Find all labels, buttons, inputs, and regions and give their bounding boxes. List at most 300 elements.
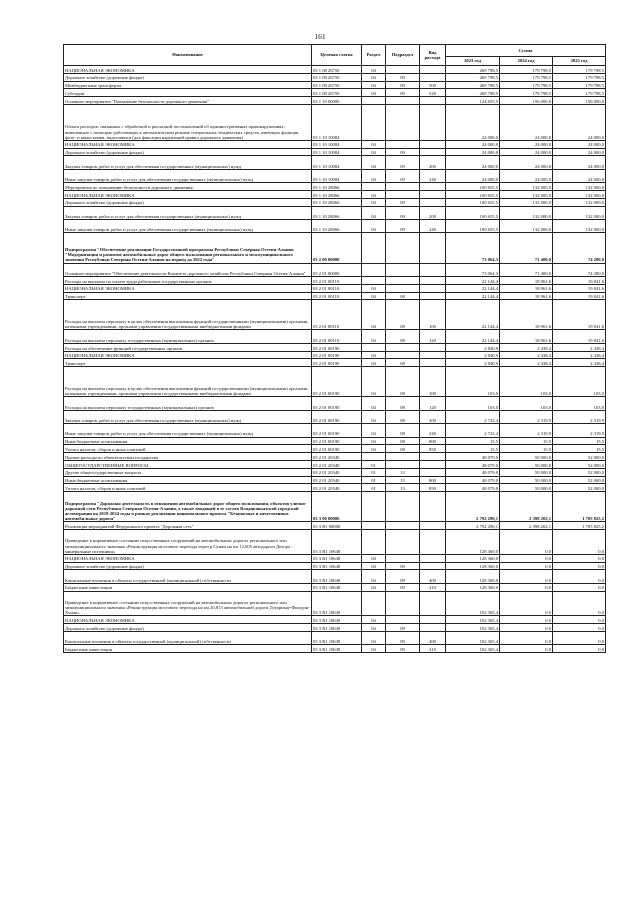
cell-subsection: 09	[386, 583, 420, 591]
table-row	[64, 343, 606, 351]
cell-2024: 18 961,6	[500, 300, 553, 330]
cell-expense-type	[420, 616, 446, 624]
cell-2024: 179 798,5	[500, 73, 553, 81]
cell-2024: 2 319,9	[500, 410, 553, 423]
cell-article: 03 2 01 20340	[312, 476, 362, 484]
table-row	[64, 616, 606, 624]
header-2025: 2025 год	[553, 57, 606, 66]
table-row	[64, 468, 606, 476]
cell-2025: 179 798,5	[553, 66, 606, 74]
cell-2024: 179 798,5	[500, 66, 553, 74]
table-row	[64, 156, 606, 169]
cell-article: 03 3 R1 10648	[312, 583, 362, 591]
cell-subsection	[386, 233, 420, 263]
cell-article: 03 2 01 00110	[312, 300, 362, 330]
cell-2025: 0,0	[553, 591, 606, 616]
cell-subsection: 09	[386, 562, 420, 570]
cell-name: Мероприятия по повышению безопасности дорожного движения	[64, 183, 312, 191]
cell-name: НАЦИОНАЛЬНАЯ ЭКОНОМИКА	[64, 190, 312, 198]
cell-section: 04	[362, 206, 386, 219]
cell-name: Капитальные вложения в объекты государственной (муниципальной) собственности	[64, 570, 312, 583]
cell-name: Субсидии	[64, 89, 312, 97]
table-row	[64, 198, 606, 206]
table-row	[64, 169, 606, 182]
cell-expense-type: 240	[420, 219, 446, 232]
cell-section: 04	[362, 73, 386, 81]
cell-section: 04	[362, 292, 386, 300]
cell-article: 03 3 R1 10649	[312, 616, 362, 624]
cell-expense-type: 100	[420, 300, 446, 330]
header-expense-type: Вид расхода	[420, 45, 446, 66]
cell-2023: 15,5	[446, 445, 500, 453]
cell-2025: 0,0	[553, 570, 606, 583]
cell-subsection	[386, 453, 420, 461]
cell-name: Иные бюджетные ассигнования	[64, 476, 312, 484]
cell-2023: 73 064,3	[446, 233, 500, 263]
cell-2023: 24 000,0	[446, 156, 500, 169]
cell-expense-type	[420, 562, 446, 570]
header-2024: 2024 год	[500, 57, 553, 66]
cell-subsection: 08	[386, 410, 420, 423]
cell-section: 04	[362, 445, 386, 453]
cell-2024: 18 961,6	[500, 292, 553, 300]
cell-name: Дорожное хозяйство (дорожные фонды)	[64, 623, 312, 631]
cell-2024: 18 961,6	[500, 276, 553, 284]
cell-section: 04	[362, 190, 386, 198]
cell-subsection	[386, 343, 420, 351]
table-row	[64, 206, 606, 219]
cell-expense-type	[420, 233, 446, 263]
cell-2023: 269 798,5	[446, 73, 500, 81]
cell-article: 03 3 R1 10649	[312, 631, 362, 644]
cell-2024: 179 798,5	[500, 89, 553, 97]
cell-expense-type: 850	[420, 445, 446, 453]
cell-subsection: 09	[386, 73, 420, 81]
cell-2025: 52 000,0	[553, 453, 606, 461]
cell-expense-type: 240	[420, 169, 446, 182]
cell-name: НАЦИОНАЛЬНАЯ ЭКОНОМИКА	[64, 284, 312, 292]
cell-2023: 22 144,4	[446, 300, 500, 330]
cell-name: Дорожное хозяйство (дорожные фонды)	[64, 198, 312, 206]
cell-article: 03 2 01 00190	[312, 424, 362, 437]
cell-2024: 0,0	[500, 645, 553, 653]
cell-2023: 2 840,9	[446, 343, 500, 351]
cell-2025: 2 319,9	[553, 424, 606, 437]
cell-2023: 2 792 290,1	[446, 522, 500, 530]
cell-2023: 24 000,0	[446, 148, 500, 156]
cell-2023: 128 360,0	[446, 562, 500, 570]
cell-2023: 48 079,0	[446, 484, 500, 492]
cell-2025: 2 438,4	[553, 359, 606, 367]
cell-article: 03 2 00 00000	[312, 233, 362, 263]
table-row	[64, 476, 606, 484]
cell-subsection	[386, 140, 420, 148]
table-row	[64, 359, 606, 367]
cell-2023: 128 360,0	[446, 554, 500, 562]
cell-expense-type: 200	[420, 156, 446, 169]
cell-2024: 0,0	[500, 631, 553, 644]
table-row	[64, 367, 606, 397]
cell-2023: 100 655,5	[446, 198, 500, 206]
cell-section: 04	[362, 330, 386, 343]
table-row	[64, 183, 606, 191]
cell-2025: 179 798,5	[553, 89, 606, 97]
cell-2023: 2 840,9	[446, 359, 500, 367]
cell-2024: 0,0	[500, 570, 553, 583]
table-row	[64, 645, 606, 653]
cell-section: 04	[362, 397, 386, 410]
cell-subsection: 08	[386, 367, 420, 397]
cell-name: Уплата налогов, сборов и иных платежей	[64, 484, 312, 492]
cell-2025: 52 000,0	[553, 461, 606, 469]
cell-article: 03 3 R1 10648	[312, 530, 362, 555]
cell-2023: 269 798,5	[446, 81, 500, 89]
cell-2025: 52 000,0	[553, 468, 606, 476]
cell-2025: 132 000,0	[553, 206, 606, 219]
cell-2023: 15,5	[446, 437, 500, 445]
cell-subsection	[386, 554, 420, 562]
cell-2023: 100 655,5	[446, 219, 500, 232]
cell-name: Дорожное хозяйство (дорожные фонды)	[64, 73, 312, 81]
table-row	[64, 623, 606, 631]
cell-article: 03 2 01 00190	[312, 359, 362, 367]
cell-subsection: 09	[386, 81, 420, 89]
cell-subsection: 08	[386, 437, 420, 445]
cell-expense-type	[420, 554, 446, 562]
cell-2024: 50 000,0	[500, 453, 553, 461]
table-row	[64, 445, 606, 453]
cell-2024: 71 400,0	[500, 233, 553, 263]
table-row	[64, 484, 606, 492]
cell-name: Бюджетные инвестиции	[64, 645, 312, 653]
cell-name: НАЦИОНАЛЬНАЯ ЭКОНОМИКА	[64, 351, 312, 359]
cell-section: 04	[362, 424, 386, 437]
cell-article: 03 3 R1 10649	[312, 591, 362, 616]
cell-article: 03 1 10 28066	[312, 190, 362, 198]
cell-2025: 15,5	[553, 437, 606, 445]
cell-name: Закупка товаров, работ и услуг для обеспечения государственных (муниципальных) нужд	[64, 206, 312, 219]
cell-article: 03 1 08 26750	[312, 66, 362, 74]
cell-2025: 24 000,0	[553, 148, 606, 156]
cell-2024: 2 398 202,1	[500, 492, 553, 522]
cell-2024: 132 000,0	[500, 190, 553, 198]
cell-expense-type	[420, 190, 446, 198]
cell-2024: 15,5	[500, 445, 553, 453]
cell-name: Расходы на выплаты по оплате труда работников государственных органов	[64, 276, 312, 284]
cell-subsection: 08	[386, 445, 420, 453]
cell-expense-type	[420, 284, 446, 292]
cell-2024: 2 319,9	[500, 424, 553, 437]
header-2023: 2023 год	[446, 57, 500, 66]
cell-subsection: 13	[386, 476, 420, 484]
cell-expense-type	[420, 468, 446, 476]
cell-article: 03 1 10 10084	[312, 140, 362, 148]
cell-name: Другие общегосударственные вопросы	[64, 468, 312, 476]
cell-2024: 15,5	[500, 437, 553, 445]
cell-2024: 2 438,4	[500, 343, 553, 351]
cell-subsection: 09	[386, 89, 420, 97]
cell-expense-type	[420, 461, 446, 469]
cell-2024: 103,0	[500, 367, 553, 397]
cell-name: Иные закупки товаров, работ и услуг для обеспечения государственных (муниципальных) нужд	[64, 219, 312, 232]
cell-2025: 0,0	[553, 616, 606, 624]
cell-2024: 24 000,0	[500, 104, 553, 140]
table-row	[64, 233, 606, 263]
cell-2024: 18 961,6	[500, 284, 553, 292]
cell-2024: 50 000,0	[500, 476, 553, 484]
cell-article: 03 3 R1 10648	[312, 554, 362, 562]
cell-section	[362, 276, 386, 284]
cell-article: 03 1 10 10084	[312, 156, 362, 169]
cell-section: 01	[362, 468, 386, 476]
cell-section: 04	[362, 570, 386, 583]
cell-article: 03 1 10 28066	[312, 183, 362, 191]
cell-section: 04	[362, 437, 386, 445]
cell-2023: 48 079,0	[446, 468, 500, 476]
cell-article: 03 3 R1 10649	[312, 623, 362, 631]
cell-2025: 0,0	[553, 554, 606, 562]
cell-name: Расходы на выплаты персоналу государственных (муниципальных) органов	[64, 397, 312, 410]
table-row	[64, 453, 606, 461]
cell-article: 03 2 01 20340	[312, 453, 362, 461]
cell-section: 04	[362, 219, 386, 232]
cell-2023: 128 360,0	[446, 530, 500, 555]
cell-subsection	[386, 492, 420, 522]
cell-2023: 269 798,5	[446, 89, 500, 97]
cell-subsection	[386, 461, 420, 469]
cell-subsection: 09	[386, 148, 420, 156]
cell-2025: 74 280,0	[553, 263, 606, 276]
table-row	[64, 89, 606, 97]
cell-article: 03 2 01 20340	[312, 484, 362, 492]
cell-article: 03 3 R1 00000	[312, 522, 362, 530]
cell-section: 04	[362, 284, 386, 292]
cell-expense-type	[420, 263, 446, 276]
cell-section: 04	[362, 631, 386, 644]
cell-section	[362, 453, 386, 461]
cell-2025: 0,0	[553, 645, 606, 653]
cell-2023: 22 144,4	[446, 330, 500, 343]
cell-article: 03 2 01 00190	[312, 397, 362, 410]
cell-2024: 132 000,0	[500, 198, 553, 206]
cell-2025: 19 841,6	[553, 330, 606, 343]
cell-section: 04	[362, 81, 386, 89]
cell-article: 03 2 01 20340	[312, 468, 362, 476]
table-row	[64, 97, 606, 105]
cell-name: ОБЩЕГОСУДАРСТВЕННЫЕ ВОПРОСЫ	[64, 461, 312, 469]
cell-2023: 48 079,0	[446, 476, 500, 484]
cell-expense-type	[420, 530, 446, 555]
cell-2023: 2 722,4	[446, 424, 500, 437]
cell-article: 03 1 10 10084	[312, 169, 362, 182]
table-row	[64, 631, 606, 644]
cell-2024: 24 000,0	[500, 148, 553, 156]
cell-2025: 24 000,0	[553, 169, 606, 182]
cell-article: 03 1 10 28066	[312, 198, 362, 206]
cell-2023: 24 000,0	[446, 104, 500, 140]
cell-name: Иные закупки товаров, работ и услуг для обеспечения государственных (муниципальных) нужд	[64, 424, 312, 437]
cell-2025: 19 841,6	[553, 292, 606, 300]
cell-subsection: 09	[386, 645, 420, 653]
table-row	[64, 219, 606, 232]
cell-name: Иные закупки товаров, работ и услуг для обеспечения государственных (муниципальных) нужд	[64, 169, 312, 182]
cell-article: 03 3 00 00000	[312, 492, 362, 522]
cell-2025: 24 000,0	[553, 140, 606, 148]
cell-2025: 132 000,0	[553, 183, 606, 191]
cell-name: Межбюджетные трансферты	[64, 81, 312, 89]
cell-expense-type	[420, 97, 446, 105]
cell-section	[362, 492, 386, 522]
cell-section	[362, 104, 386, 140]
cell-name: Оплата расходов, связанных с обработкой и рассылкой постановлений об административных правонарушениях, выявленных с помощью работающих в автоматическом режиме специальных технических средств, имеющих функции фото- и киносъемки, видеозаписи (для фиксации нарушений правил дорожного движения)	[64, 104, 312, 140]
cell-name: Транспорт	[64, 292, 312, 300]
cell-2024: 24 000,0	[500, 140, 553, 148]
cell-subsection: 08	[386, 397, 420, 410]
cell-2024: 50 000,0	[500, 484, 553, 492]
cell-article: 03 2 01 00190	[312, 410, 362, 423]
cell-section: 04	[362, 623, 386, 631]
table-row	[64, 351, 606, 359]
cell-section: 04	[362, 367, 386, 397]
cell-name: Расходы на выплаты персоналу в целях обеспечения выполнения функций государственными (муниципальными) органами, казенными учреждениями, органами управления государственными внебюджетными фондами	[64, 367, 312, 397]
table-header	[64, 45, 606, 66]
cell-expense-type	[420, 351, 446, 359]
cell-expense-type	[420, 198, 446, 206]
cell-article: 03 2 01 00000	[312, 263, 362, 276]
table-row	[64, 263, 606, 276]
cell-subsection: 09	[386, 631, 420, 644]
cell-expense-type	[420, 276, 446, 284]
cell-2025: 24 000,0	[553, 156, 606, 169]
table-row	[64, 190, 606, 198]
cell-2023: 2 722,4	[446, 410, 500, 423]
cell-2025: 179 798,5	[553, 81, 606, 89]
cell-2023: 124 655,5	[446, 97, 500, 105]
cell-expense-type: 120	[420, 397, 446, 410]
table-row	[64, 424, 606, 437]
cell-expense-type	[420, 591, 446, 616]
cell-name: Реализация мероприятий Федерального проекта "Дорожная сеть"	[64, 522, 312, 530]
cell-article: 03 1 08 26750	[312, 89, 362, 97]
cell-section: 04	[362, 562, 386, 570]
cell-expense-type	[420, 359, 446, 367]
cell-2025: 1 705 825,2	[553, 522, 606, 530]
table-body	[64, 66, 606, 653]
cell-article: 03 2 01 00110	[312, 276, 362, 284]
cell-2024: 71 400,0	[500, 263, 553, 276]
cell-section	[362, 183, 386, 191]
cell-subsection: 09	[386, 219, 420, 232]
cell-section: 01	[362, 461, 386, 469]
cell-name: Закупка товаров, работ и услуг для обеспечения государственных (муниципальных) нужд	[64, 410, 312, 423]
cell-name: Расходы на выплаты персоналу государственных (муниципальных) органов	[64, 330, 312, 343]
cell-2025: 156 000,0	[553, 97, 606, 105]
table-row	[64, 570, 606, 583]
cell-name: Приведение в нормативное состояние искусственных сооружений на автомобильных дорогах регионального или межмуниципального значения «Реконструкция мостового перехода через р.Сунжа на км 12,605 автодороги Дигора - минеральные источники»	[64, 530, 312, 555]
cell-2025: 0,0	[553, 631, 606, 644]
cell-subsection: 08	[386, 292, 420, 300]
cell-section: 04	[362, 351, 386, 359]
cell-2024: 0,0	[500, 583, 553, 591]
cell-2024: 50 000,0	[500, 468, 553, 476]
cell-2023: 103,0	[446, 367, 500, 397]
cell-section: 04	[362, 583, 386, 591]
cell-name: Подпрограмма "Обеспечение реализации Государственной программы Республики Северная Осетия-Алания "Модернизация и развитие автомобильных дорог общего пользования регионального и межмуниципального значения Республики Северная Осетия-Алания на период до 2022 года"	[64, 233, 312, 263]
cell-expense-type	[420, 140, 446, 148]
table-row	[64, 554, 606, 562]
cell-2023: 48 079,0	[446, 461, 500, 469]
cell-subsection: 13	[386, 484, 420, 492]
table-row	[64, 81, 606, 89]
cell-2025: 179 798,5	[553, 73, 606, 81]
cell-2024: 2 438,4	[500, 359, 553, 367]
cell-2024: 103,0	[500, 397, 553, 410]
table-row	[64, 591, 606, 616]
cell-subsection	[386, 66, 420, 74]
cell-subsection: 13	[386, 468, 420, 476]
cell-2024: 0,0	[500, 554, 553, 562]
cell-expense-type	[420, 522, 446, 530]
cell-name: Бюджетные инвестиции	[64, 583, 312, 591]
cell-2023: 22 144,4	[446, 284, 500, 292]
cell-subsection: 09	[386, 570, 420, 583]
cell-2025: 52 000,0	[553, 476, 606, 484]
table-row	[64, 66, 606, 74]
cell-2024: 179 798,5	[500, 81, 553, 89]
cell-2024: 132 000,0	[500, 206, 553, 219]
cell-2025: 132 000,0	[553, 219, 606, 232]
cell-subsection	[386, 183, 420, 191]
cell-subsection	[386, 263, 420, 276]
cell-name: Расходы на выплаты персоналу в целях обеспечения выполнения функций государственными (муниципальными) органами, казенными учреждениями, органами управления государственными внебюджетными фондами	[64, 300, 312, 330]
cell-2023: 22 144,4	[446, 276, 500, 284]
table-row	[64, 276, 606, 284]
cell-2025: 19 841,6	[553, 300, 606, 330]
cell-subsection	[386, 276, 420, 284]
cell-2024: 24 000,0	[500, 156, 553, 169]
cell-article: 03 1 10 10084	[312, 148, 362, 156]
cell-section: 04	[362, 359, 386, 367]
cell-subsection	[386, 522, 420, 530]
cell-name: Подпрограмма "Дорожная деятельность в отношении автомобильных дорог общего пользования, объектов улично-дорожной сети Республики Северная Осетия-Алания, а также входящей в ее состав Владикавказской городской агломерации на 2019-2024 годы в рамках реализации национального проекта "Безопасные и качественные автомобильные дороги"	[64, 492, 312, 522]
cell-expense-type: 850	[420, 484, 446, 492]
cell-article: 03 3 R1 10649	[312, 645, 362, 653]
cell-expense-type	[420, 73, 446, 81]
cell-expense-type: 200	[420, 206, 446, 219]
header-subsection: Подраздел	[386, 45, 420, 66]
table-row	[64, 73, 606, 81]
cell-2023: 103,0	[446, 397, 500, 410]
cell-expense-type	[420, 66, 446, 74]
cell-article: 03 2 01 00190	[312, 343, 362, 351]
cell-section: 04	[362, 616, 386, 624]
cell-2023: 102 365,4	[446, 645, 500, 653]
cell-section	[362, 97, 386, 105]
cell-section	[362, 233, 386, 263]
cell-2025: 103,0	[553, 367, 606, 397]
cell-2023: 269 798,5	[446, 66, 500, 74]
cell-name: Дорожное хозяйство (дорожные фонды)	[64, 562, 312, 570]
cell-expense-type	[420, 292, 446, 300]
table-row	[64, 461, 606, 469]
cell-2025: 0,0	[553, 583, 606, 591]
table-row	[64, 140, 606, 148]
cell-name: Основное мероприятие "Повышение безопасности дорожного движения"	[64, 97, 312, 105]
cell-article: 03 2 01 00110	[312, 292, 362, 300]
cell-2023: 100 655,5	[446, 183, 500, 191]
cell-article: 03 2 01 00190	[312, 437, 362, 445]
cell-name: НАЦИОНАЛЬНАЯ ЭКОНОМИКА	[64, 554, 312, 562]
